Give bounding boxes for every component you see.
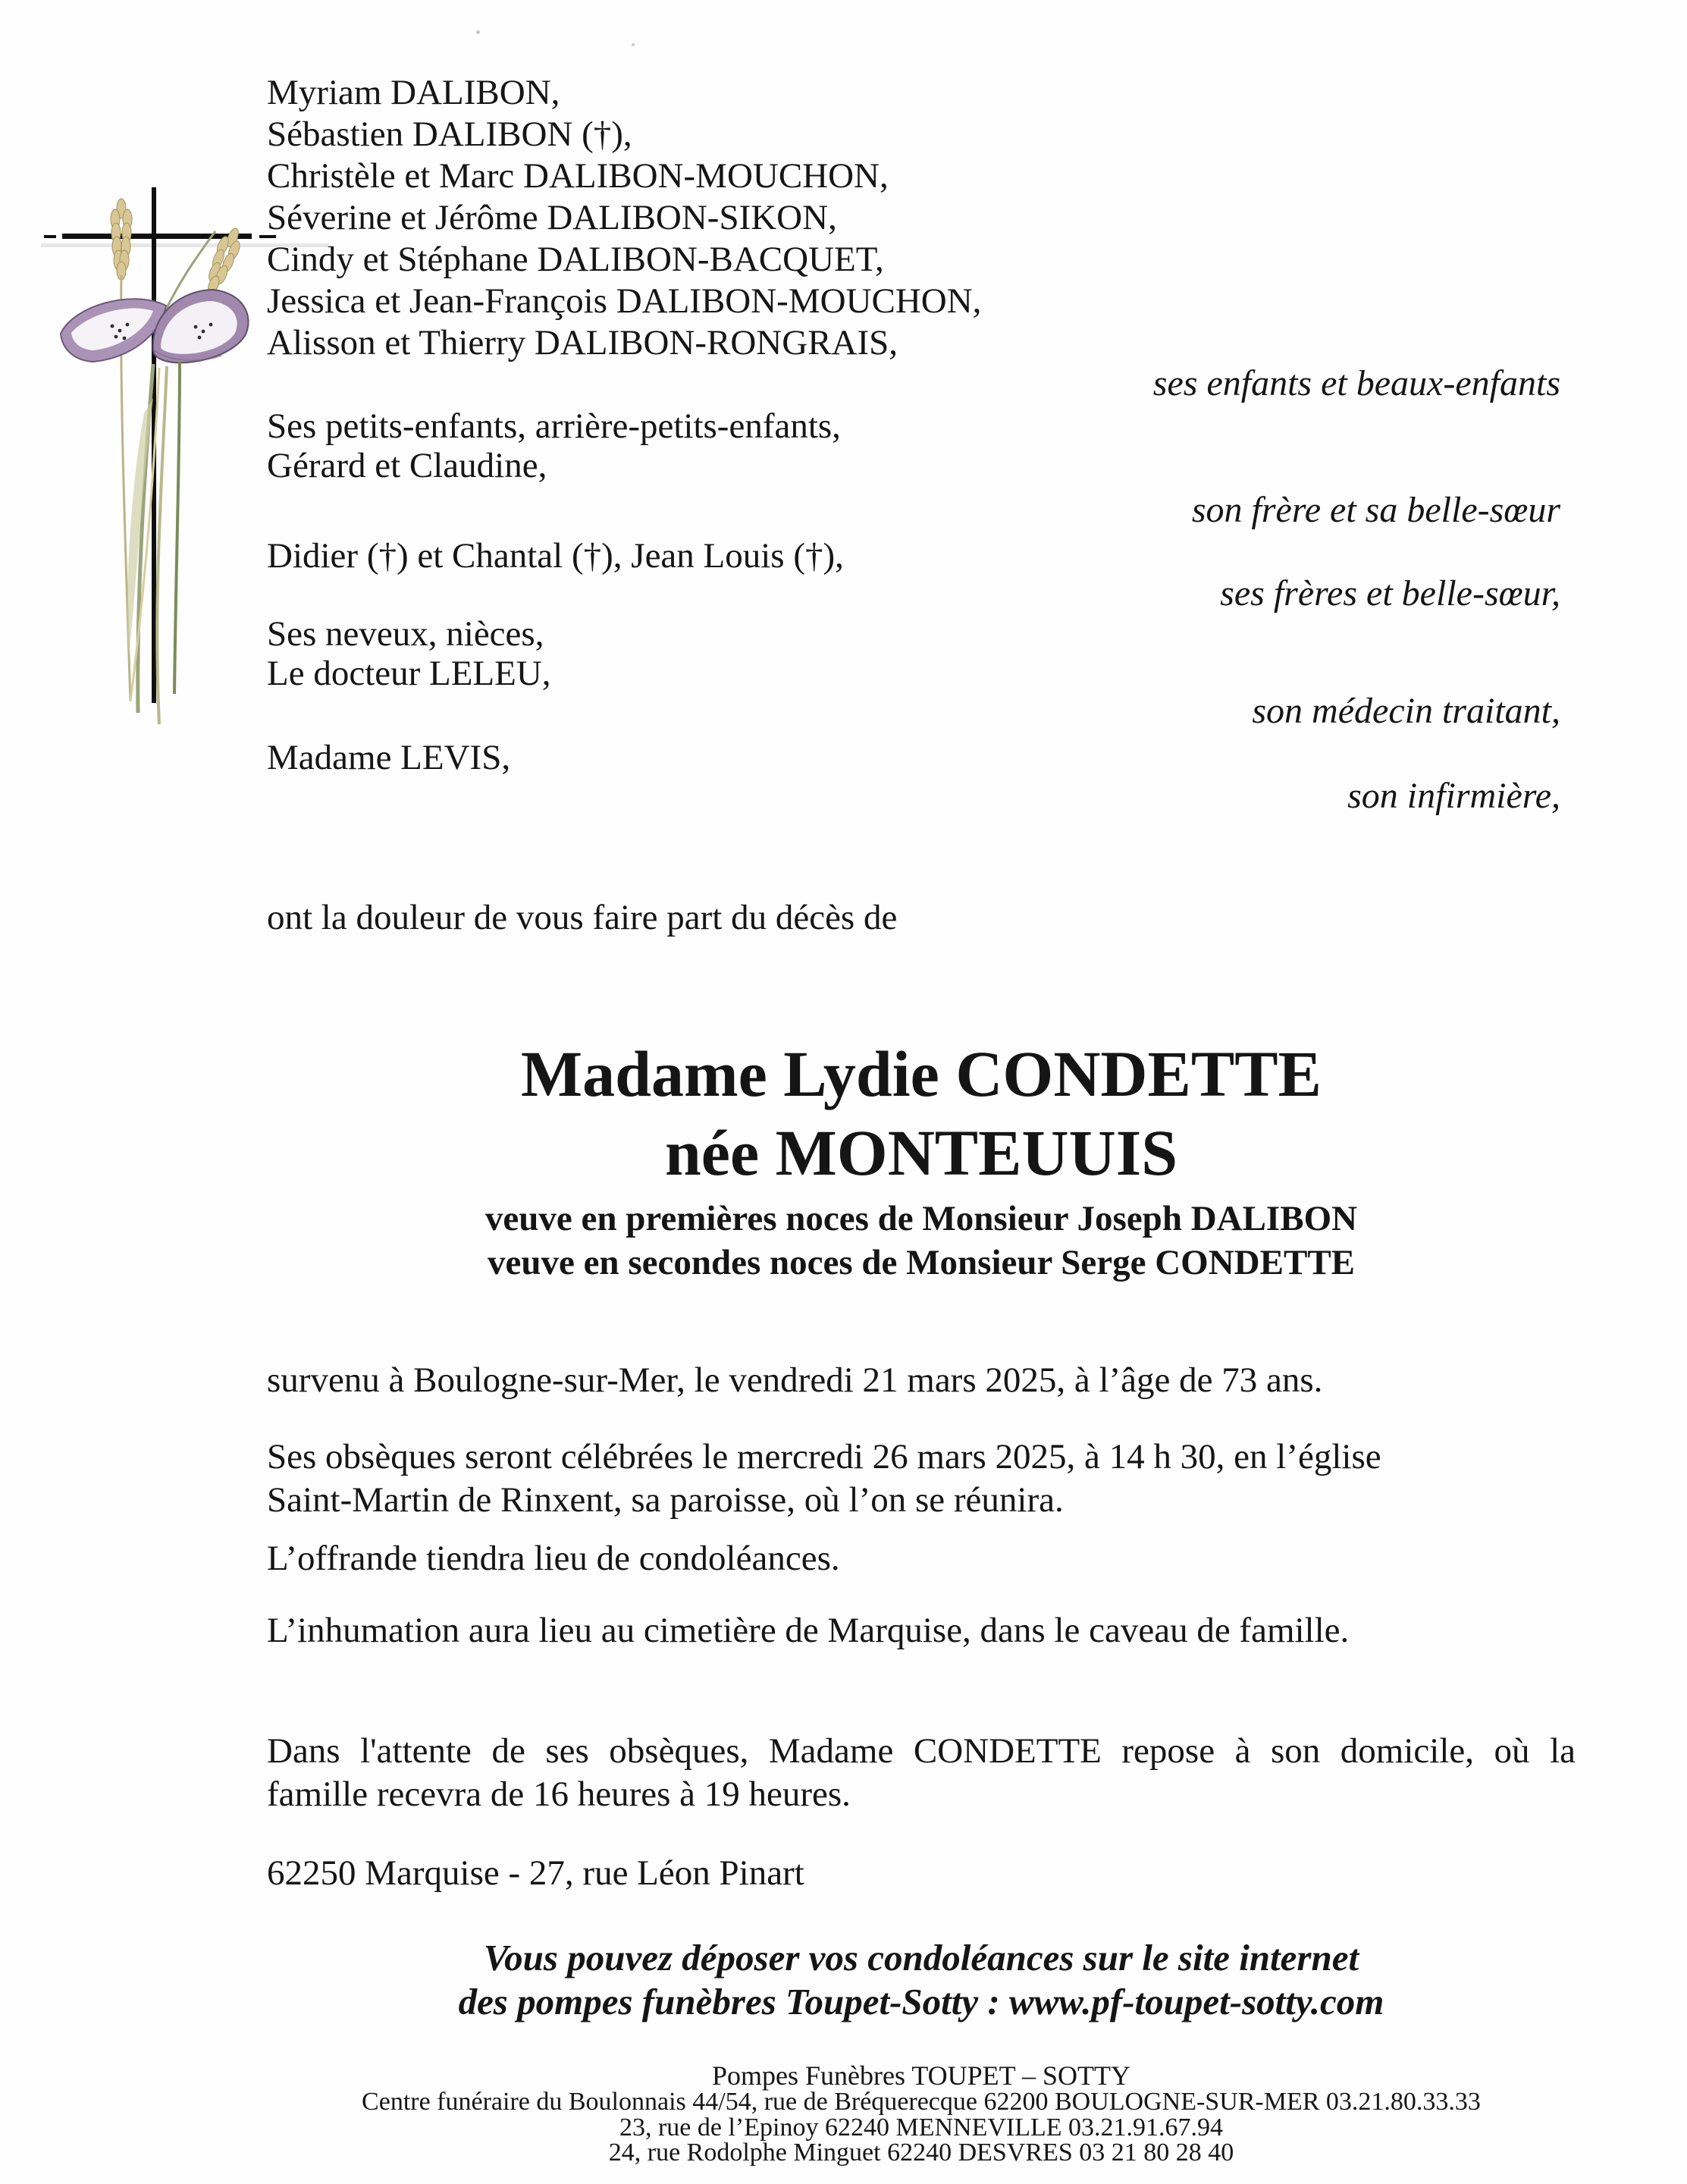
relation-doctor: son médecin traitant, <box>1252 691 1560 731</box>
relation-brother: son frère et sa belle-sœur <box>1191 490 1560 530</box>
scan-speck <box>476 30 480 34</box>
mourner-line: Myriam DALIBON, <box>267 73 560 112</box>
nephews-line: Ses neveux, nièces, <box>267 614 544 654</box>
grandchildren-line: Gérard et Claudine, <box>267 446 547 485</box>
condolences-line-1: Vous pouvez déposer vos condoléances sur le site internet <box>483 1937 1359 1978</box>
funeral-home-name: Pompes Funèbres TOUPET – SOTTY <box>711 2060 1131 2091</box>
mourner-line: Séverine et Jérôme DALIBON-SIKON, <box>267 198 837 237</box>
deceased-name: Madame Lydie CONDETTE <box>521 1037 1322 1110</box>
funeral-home-address-2: 23, rue de l’Epinoy 62240 MENNEVILLE 03.21.91.67.94 <box>619 2113 1224 2142</box>
visitation-paragraph <box>267 1730 1576 1816</box>
mourner-line: Jessica et Jean-François DALIBON-MOUCHON, <box>267 281 982 321</box>
home-address-line: 62250 Marquise - 27, rue Léon Pinart <box>267 1853 804 1893</box>
deceased-maiden-name: née MONTEUUIS <box>664 1116 1178 1189</box>
funeral-home-address-3: 24, rue Rodolphe Minguet 62240 DESVRES 03 21 80 28 40 <box>608 2138 1234 2167</box>
funeral-home-address-1: Centre funéraire du Boulonnais 44/54, rue de Bréquerecque 62200 BOULOGNE-SUR-MER 03.21.80.33.33 <box>362 2088 1481 2116</box>
relation-brothers: ses frères et belle-sœur, <box>1220 573 1560 613</box>
doctor-line: Le docteur LELEU, <box>267 654 551 693</box>
others-lines <box>267 614 551 693</box>
widow-line-2: veuve en secondes noces de Monsieur Serge CONDETTE <box>487 1243 1356 1282</box>
visitation-line: famille recevra de 16 heures à 19 heures. <box>267 1774 851 1814</box>
siblings-line: Didier (†) et Chantal (†), Jean Louis (†), <box>267 536 844 576</box>
offering-line: L’offrande tiendra lieu de condoléances. <box>267 1539 840 1578</box>
mourner-line: Cindy et Stéphane DALIBON-BACQUET, <box>267 240 884 279</box>
scan-speck <box>632 43 635 46</box>
burial-line: L’inhumation aura lieu au cimetière de Marquise, dans le caveau de famille. <box>267 1611 1350 1650</box>
relation-children: ses enfants et beaux-enfants <box>1152 363 1560 403</box>
funeral-line: Saint-Martin de Rinxent, sa paroisse, où l’on se réunira. <box>267 1480 1064 1520</box>
relation-nurse: son infirmière, <box>1347 776 1560 816</box>
announcement-line: ont la douleur de vous faire part du décès de <box>267 898 898 937</box>
condolences-line-2: des pompes funèbres Toupet-Sotty : www.pf-toupet-sotty.com <box>458 1981 1384 2022</box>
mourner-line: Sébastien DALIBON (†), <box>267 115 632 154</box>
nurse-name-line: Madame LEVIS, <box>267 738 511 777</box>
mourner-line: Alisson et Thierry DALIBON-RONGRAIS, <box>267 323 898 362</box>
grandchildren-line: Ses petits-enfants, arrière-petits-enfants, <box>267 406 841 446</box>
widow-line-1: veuve en premières noces de Monsieur Joseph DALIBON <box>484 1199 1358 1238</box>
grandchildren-lines <box>267 406 841 485</box>
death-line: survenu à Boulogne-sur-Mer, le vendredi 21 mars 2025, à l’âge de 73 ans. <box>267 1360 1323 1400</box>
funeral-line: Ses obsèques seront célébrées le mercredi 26 mars 2025, à 14 h 30, en l’église <box>267 1437 1381 1476</box>
mourners-list <box>267 72 981 364</box>
funeral-paragraph <box>267 1436 1381 1522</box>
mourner-line: Christèle et Marc DALIBON-MOUCHON, <box>267 156 889 196</box>
visitation-line: Dans l'attente de ses obsèques, Madame CONDETTE repose à son domicile, où la <box>267 1731 1576 1771</box>
